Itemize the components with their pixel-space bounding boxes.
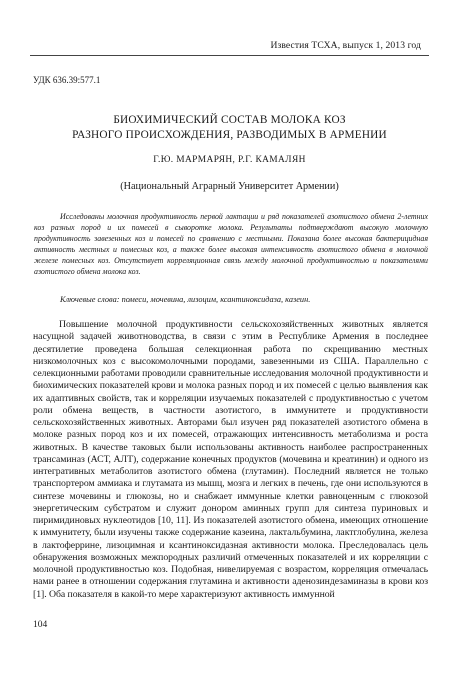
keywords: Ключевые слова: помеси, мочевина, лизоцим, ксантиноксидаза, казеин.	[60, 295, 311, 304]
affiliation: (Национальный Аграрный Университет Армении)	[120, 181, 339, 192]
udc-code: УДК 636.39:577.1	[33, 75, 101, 85]
title-line-1: БИОХИМИЧЕСКИЙ СОСТАВ МОЛОКА КОЗ	[113, 114, 346, 126]
authors: Г.Ю. МАРМАРЯН, Р.Г. КАМАЛЯН	[153, 155, 306, 165]
page-number: 104	[33, 620, 48, 630]
journal-header: Известия ТСХА, выпуск 1, 2013 год	[270, 40, 421, 51]
abstract: Исследованы молочная продуктивность первой лактации и ряд показателей азотистого обмена 2-летних коз разных пород и их помесей в сыворотке молока. Результаты подтверждают высокую молочную продуктивность завезенных коз и помесей по сравнению с местными. Показана более высокая бактерицидная активность местных и помесных коз, а также более высокая интенсивность азотистого обмена в молочной железе помесных коз. Отсутствует корреляционная связь между молочной продуктивностью и показателями азотистого обмена молока коз.	[34, 212, 428, 276]
title-line-2: РАЗНОГО ПРОИСХОЖДЕНИЯ, РАЗВОДИМЫХ В АРМЕНИИ	[72, 128, 387, 141]
body-paragraph: Повышение молочной продуктивности сельскохозяйственных животных является насущной задачей животноводства, в связи с этим в Республике Армения в последнее десятилетие проведена большая селекционная работа по скрещиванию местных низкомолочных коз с высокомолочными породами, завезенными из США. Параллельно с селекционными работами проводили сравнительные исследования молочной продуктивности и биохимических показателей крови и молока разных пород и их помесей с целью выявления как их адаптивных свойств, так и корреляции изучаемых показателей с продуктивностью с учетом роли обмена веществ, в частности азотистого, в иммунитете и продуктивности сельскохозяйственных животных. Авторами был изучен ряд показателей азотистого обмена в молоке разных пород коз и их помесей, отражающих интенсивность метаболизма и роста животных. В качестве таковых были использованы активность наиболее распространенных трансаминаз (АСТ, АЛТ), содержание конечных продуктов (мочевина и креатинин) и одного из интегративных метаболитов азотистого обмена (глутамин). Последний является не только транспортером аммиака и глутамата из мышц, мозга и легких в печень, где они используются в синтезе мочевины и глюкозы, но и снабжает иммунные клетки равноценным с глюкозой энергетическим субстратом и служит донором аминных групп для синтеза пуриновых и пиримидиновых нуклеотидов [10, 11]. Из показателей азотистого обмена, имеющих отношение к иммунитету, были изучены также содержание казеина, лактальбумина, лактглобулина, железа в лактоферрине, лизоцимная и ксантиноксидазная активности молока. Преследовалась цель обнаружения возможных межпородных различий отмеченных показателей и их корреляции с молочной продуктивностью коз. Подобная, нивелируемая с возрастом, корреляция отмечалась нами ранее в отношении содержания глутамина и активности аденозиндезаминазы в крови коз [1]. Оба показателя в какой-то мере характеризуют активность иммунной	[33, 319, 428, 600]
article-title	[30, 113, 429, 142]
header-divider	[30, 55, 429, 56]
